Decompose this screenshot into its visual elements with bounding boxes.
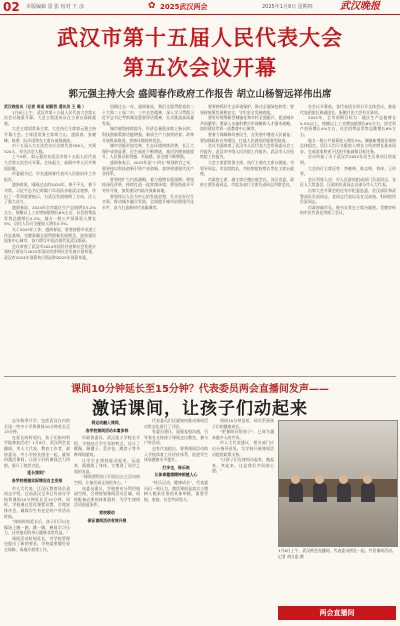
paragraph: 要更好统筹新型城镇化和乡村全面振兴，促进城乡共同繁荣；要深入实施科教兴市战略和人才强市战略，加快建设世界一流教育中心城市。 — [200, 115, 294, 132]
paragraph: 要坚持扩大内需战略，着力稳增长稳预期；要坚持深化改革，持续打造一流营商环境；要坚持高水平对外开放，加快建设内陆开放新高地。 — [102, 176, 194, 193]
paragraph: 市人大代表、江汉区教育局负责同志介绍，目前武汉全市已有部分学校将课间10分钟延长至15分钟，同时，学校通过优化课程设置、合理安排作息，确保学生有充足的户外活动时间。 — [4, 485, 70, 519]
paragraph: 关于2025年工作，盛阅春说，要坚持稳中求进工作总基调，完整准确全面贯彻新发展理念，加快建设国家中心城市，奋力谱写中国式现代化武汉篇章。 — [4, 227, 96, 244]
paragraph: 上午9时，郭元强宣布武汉市第十五届人民代表大会第五次会议开幕。全场起立，高唱中华人民共和国国歌。 — [4, 154, 96, 171]
paragraph: "课间要给孩子们留出自主活动的空间，让他们真正放松身心。" — [74, 474, 140, 485]
subheading: 让体育健康精神根植人心 — [154, 472, 198, 478]
article1-column — [4, 104, 96, 372]
subheading: 打步也，保乐埃 — [162, 464, 190, 470]
paragraph: 会议列席人员：市人民政府组成部门负责同志、各区人大常委会、区政府负责同志及部分市人大代表。 — [300, 176, 396, 188]
paragraph: 有委员建议，加强家校沟通，引导家长支持孩子课间走出教室，参与户外活动。 — [144, 429, 208, 446]
paragraph: 城市能级持续提升，经济总量稳步跨上新台阶；科技创新策源功能增强，新质生产力加快培育；改革开放纵深推进，营商环境持续优化。 — [102, 126, 194, 143]
photo-person-head — [363, 475, 372, 484]
subheading: 各学校根据实际情况自主安排 — [11, 477, 63, 483]
feature-headline: 激话课间，让孩子们动起来 — [92, 399, 308, 419]
paragraph: 去年秋季开学，包括武汉在内的全国一些中小学将课间10分钟延长至15分钟。 — [4, 418, 70, 435]
paragraph: 盛阅春说，刚刚过去的2024年，极不平凡，极不寻常。习近平总书记时隔六年再次亲临武汉视察，作出了一系列重要指示，为武汉发展指明了方向，注入了强大动力。 — [4, 182, 96, 205]
paragraph: 大会主席团常务主席、大会执行主席郭元强主持开幕大会。主席团常务主席胡立山、盛阅春、张晓峰、陈勇、阮开国等在主席台前排就座。 — [4, 126, 96, 143]
paragraph: 盛阅春说，2024年全市地区生产总值增长5.2%左右，规模以上工业增加值增长8%左右，社会消费品零售总额增长5.2%，地方一般公共预算收入增长5%，居民人均可支配收入增长5.5%。 — [4, 204, 96, 227]
paragraph: 出席大会开幕会的还有市纪委监委、驻汉部队和武警部队负责同志，老同志代表以及在汉高校、科研院所负责同志。 — [300, 187, 396, 205]
paragraph: 市委副书记、市长盛阅春代表市人民政府作工作报告。 — [4, 171, 96, 182]
issue-date: 2025年1月9日 星期四 — [262, 4, 313, 10]
article7-column — [144, 418, 208, 622]
news-photo — [278, 420, 398, 547]
subheading: 保证课间活动有效开展 — [87, 517, 127, 523]
paragraph: 市十五届人大五次会议应出席代表558人，实到520人，符合法定人数。 — [4, 143, 96, 154]
masthead — [0, 0, 400, 15]
paragraph: 该委员建议，学校要充分利用校园空间，合理规划课间活动区域，同时配备必要的体育器材，为学生课间活动创造条件。 — [74, 485, 140, 508]
headline-subtitle: 郭元强主持大会 盛阅春作政府工作报告 胡立山杨智远祥伟出席 — [68, 89, 332, 100]
paragraph: 让学生在课间能动起来、玩起来，既锻炼了身体，又增进了同学之间的友谊。 — [74, 457, 140, 474]
paragraph: "课间时间延长后，孩子们可以在操场上跑一跑、跳一跳，释放学习压力，这对他们的身心健康非常有益。" — [4, 519, 70, 536]
article4-column — [300, 104, 396, 372]
paragraph: 要着力保障和改善民生，在发展中增进人民福祉；要加强政府自身建设，打造人民满意的服务型政府。 — [200, 131, 294, 143]
photo-person-head — [291, 475, 300, 484]
photo-person-head — [339, 475, 348, 484]
subheading: 各学校课间活动丰富多样 — [85, 427, 129, 433]
paragraph: 城市功能更加完善，生态环境持续改善，长江大保护成效显著，民生福祉不断增进，基层治理效能提升，人民群众获得感、幸福感、安全感不断增强。 — [102, 143, 194, 160]
photo-person-head — [315, 475, 324, 484]
subheading: 家校联动 — [99, 509, 115, 515]
photo-person — [337, 482, 351, 502]
article8-column — [212, 418, 274, 622]
article6-column — [74, 418, 140, 622]
photo-caption: 1月8日上午，武汉两会直播间，代表委员围坐一起，共话课间活动。记者 胡九思 摄 — [278, 548, 396, 559]
paragraph: 要坚持抓好生态环境保护，推动全面绿色转型；要坚持统筹发展和安全，守牢安全发展底线。 — [200, 104, 294, 115]
paragraph: 市政协主席、副主席应邀出席会议。各区党委、政府主要负责同志，市直各部门主要负责同志列席会议。 — [200, 176, 294, 188]
paragraph: 会议听取了关于武汉市2025年民生实事项目的说明。 — [300, 154, 396, 165]
paragraph: "让孩子们在课间动起来，跑起来，笑起来，这是我们共同的心愿。" — [212, 457, 274, 474]
page-number: 02 — [3, 0, 20, 14]
paragraph: 地方一般公共预算收入增长3%，城镇新增就业保持总体稳定，居民人均可支配收入增长与经济增长基本同步，完成国家和省下达的节能减排目标任务。 — [300, 137, 396, 154]
paragraph: 市政府副市长、秘书长等在主席台就座。受邀旁听的市民代表也列席了会议。 — [300, 204, 396, 216]
paragraph: 在延长的时间内，孩子们如何科学地参加活动？1月8日，武汉两会直播间，市人大代表、教育工作者，政协委员、中小学校长围坐一起，就如何激活课间，让孩子们的课间活力四射，展开了热烈讨论。 — [4, 434, 70, 468]
headline-line2: 第五次会议开幕 — [123, 56, 277, 80]
paragraph: 市政协委员、武汉某小学校长介绍，学校结合学生年龄特点，设计了跳绳、踢毽子、丢沙包、跳房子等多种课间游戏。 — [74, 435, 140, 457]
editor-credits: 本版编辑 雷 张 校对 王 彦 — [26, 4, 84, 10]
paragraph: 课间10分钟虽短，却关系到孩子们的健康成长。 — [212, 418, 274, 429]
subheading: 将运动融入课间， — [91, 420, 123, 425]
paragraph: "把课间还给孩子"，已成为越来越多人的共识。 — [212, 429, 274, 440]
flower-icon: ✿ — [148, 1, 156, 11]
paragraph: 也有代表提出，要将课间活动纳入学校体育工作评价体系，促进学生体质健康水平提升。 — [144, 445, 208, 463]
paragraph: 课间活动时间延长，对学校管理也提出了新的要求，学校需要做好安全保障、场地开放等工作。 — [4, 535, 70, 553]
headline-line1: 武汉市第十五届人民代表大会 — [57, 26, 343, 50]
paragraph: 回顾过去一年，盛阅春说，我们全面贯彻党的二十大和二十届二中、三中全会精神，深入学习贯彻习近平总书记考察湖北重要讲话精神，扎实推进高质量发展。 — [102, 104, 194, 126]
live-studio-banner: 两会直播间 — [278, 606, 396, 620]
paragraph: 要坚持以人民为中心的发展思想，扎实办好民生实事，推动城乡融合发展，全面提升城市治理现代化水平，奋力打造新时代英雄城市。 — [102, 193, 194, 210]
paragraph: "快乐运动，健康成长"，代表委员们一致认为，激活课间是落实立德树人根本任务的具体举措，需要学校、家庭、社会共同努力。 — [144, 479, 208, 502]
paragraph: 代表委员们还就如何推动课间活动常态化进行了讨论。 — [144, 418, 208, 429]
section-title: 2025武汉两会 — [160, 3, 208, 11]
section-divider — [4, 376, 396, 377]
newspaper-logo: 武汉晚报 — [340, 1, 380, 12]
paragraph: 会议审查了武汉市2024年国民经济和社会发展计划执行情况与2025年国民经济和社会发展计划草案、武汉市2024年预算执行情况和2025年预算草案。 — [4, 243, 96, 261]
paragraph: 1月8日上午，武汉市第十五届人民代表大会第五次会议隆重开幕。大会主席团成员在主席台前排就座。 — [4, 109, 96, 126]
paragraph: 2025年，全市预期目标为：地区生产总值增长5.5%以上，规模以上工业增加值增长6%左右，固定资产投资增长4%左右，社会消费品零售总额增长6%左右。 — [300, 115, 396, 137]
article2-column — [102, 104, 194, 372]
paragraph: 会议书面审查了武汉市人民代表大会常务委员会工作报告、武汉市中级人民法院工作报告、武汉市人民检察院工作报告。 — [200, 143, 294, 160]
paragraph: 大会执行主席还有：李晓林、陈志明、刘伟、王玲等。 — [300, 165, 396, 177]
article-byline: 武汉晚报讯（记者 周遥 胡蔚然 通讯员 王 璐 ） — [4, 104, 87, 109]
paragraph: 市人大代表建议，相关部门应出台指导意见，为学校开展课间活动提供政策支持。 — [212, 440, 274, 457]
photo-person — [361, 482, 375, 502]
paragraph: 盛阅春表示，2025年是"十四五"规划收官之年，要坚持以科技创新引领产业创新，加快构建现代化产业体系。 — [102, 159, 194, 177]
article3-column — [200, 104, 294, 372]
photo-person — [313, 482, 327, 502]
subheading: 延长课间？ — [27, 470, 47, 476]
article5-column — [4, 418, 70, 622]
feature-kicker: 课间10分钟延长至15分钟？代表委员两会直播间发声—— — [71, 384, 329, 395]
paragraph: 大会主席团常务主席、执行主席在主席台就座。市领导同志，市法院院长，市检察院检察长等在主席台就座。 — [200, 159, 294, 177]
paragraph: 在会议开幕前，各代表团分别召开全体会议，推选代表团团长和副团长，酝酿讨论大会有关事项。 — [300, 104, 396, 115]
photo-person — [289, 482, 303, 502]
